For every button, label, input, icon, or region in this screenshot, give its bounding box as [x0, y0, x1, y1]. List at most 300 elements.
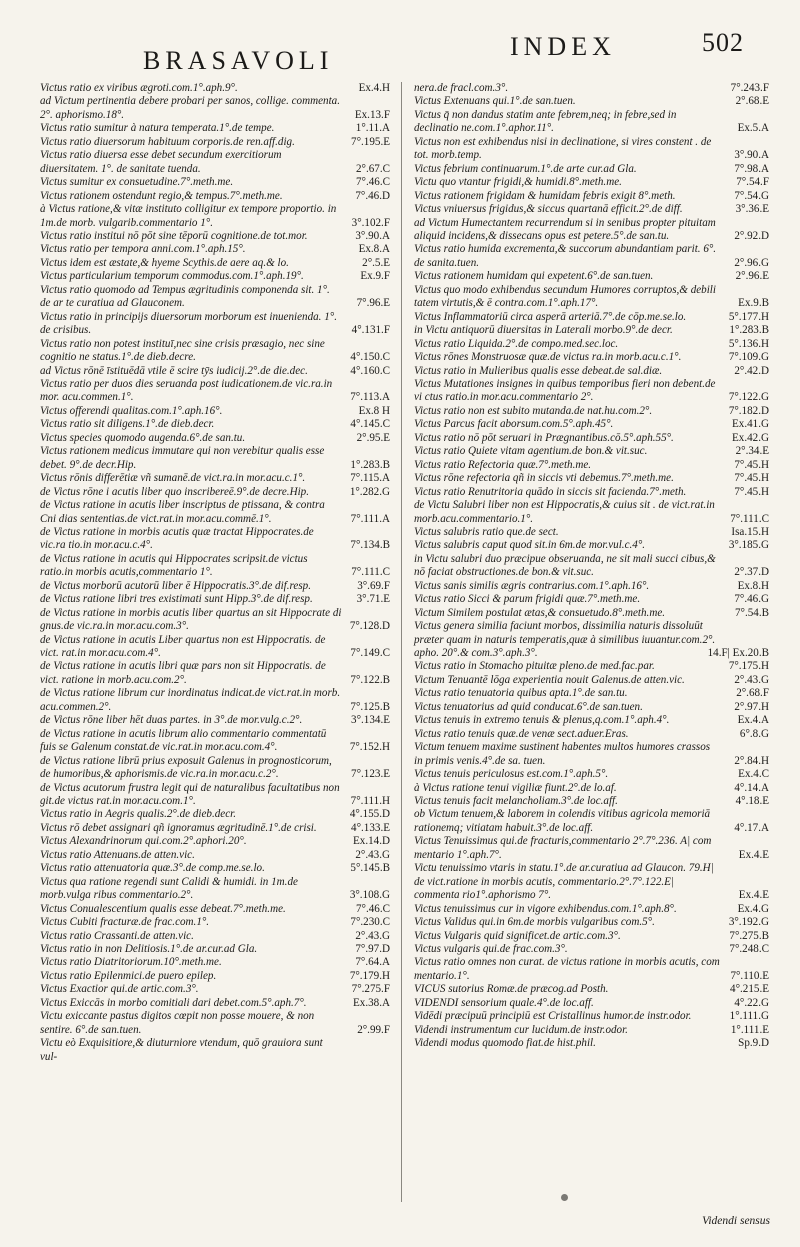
entry-text: de Victus ratione in acutis Liber quartus non est Hippocratis. de vict. rat.in mor.acu.com.4°. — [40, 633, 326, 660]
entry-reference: Ex.41.G — [732, 418, 769, 431]
entry-text: Victus rōnes Monstruosæ quæ.de victus ra.in morb.acu.c.1°. — [414, 351, 682, 364]
index-entry — [40, 190, 390, 203]
entry-text: Victum tenuem maxime sustinent habentes multos humores crassos in primis venis.4°.de sa. tuen. — [414, 741, 711, 767]
entry-text: de Victus acutorum frustra legit qui de naturalibus facultatibus non git.de victus rat.in mor.acu.com.1°. — [40, 781, 340, 808]
entry-reference: 3°.71.E — [356, 593, 390, 606]
entry-reference: 4°.150.C — [350, 351, 390, 364]
page-header — [0, 0, 800, 75]
index-entry — [414, 432, 769, 445]
index-entry — [414, 1024, 769, 1037]
entry-reference: 5°.136.H — [728, 337, 769, 350]
index-entry — [40, 203, 390, 230]
entry-reference: 7°.54.F — [736, 176, 769, 189]
entry-text: ad Victum pertinentia debere probari per sanos, collige. commenta. 2°. aphorismo.18°. — [40, 95, 340, 121]
entry-text: Victus Parcus facit aborsum.com.5°.aph.45°. — [414, 418, 614, 431]
index-entry — [414, 768, 769, 781]
index-entry — [414, 378, 769, 405]
entry-text: Victus Tenuissimus qui.de fracturis,commentario 2°.7°.236. A| com mentario 1°.aph.7°. — [414, 835, 712, 861]
entry-reference: Ex.8 H — [358, 404, 390, 417]
entry-reference: 7°.275.B — [729, 929, 769, 942]
index-entry — [414, 338, 769, 351]
entry-text: Victus ratio Diatritoriorum.10°.meth.me. — [40, 956, 222, 969]
entry-text: Victus ratio in non Delitiosis.1°.de ar.cur.ad Gla. — [40, 943, 258, 955]
entry-text: Victus tenuis facit melancholiam.3°.de loc.aff. — [414, 795, 618, 808]
entry-reference: Ex.4.H — [358, 82, 390, 94]
entry-reference: Ex.5.A — [737, 122, 769, 135]
entry-text: Victus rō debet assignari qñ ignoramus ægritudinē.1°.de crisi. — [40, 821, 317, 834]
index-entry — [40, 472, 390, 485]
entry-text: Videndi instrumentum cur lucidum.de instr.odor. — [414, 1023, 628, 1036]
entry-reference: 2°.84.H — [734, 754, 769, 767]
entry-text: Victus ratio non potest instituī,nec sine crisis præsagio, nec sine cognitio ne status.1°.de dieb.decre. — [40, 337, 325, 364]
entry-reference: 5°.177.H — [728, 310, 769, 323]
index-column-right — [414, 82, 769, 1051]
index-entry — [40, 943, 390, 956]
entry-reference: 3°.90.A — [355, 229, 390, 242]
entry-reference: 7°.128.D — [349, 620, 390, 633]
entry-text: Victus ratio Crassanti.de atten.vic. — [40, 929, 194, 942]
index-entry — [40, 365, 390, 378]
entry-reference: 7°.123.E — [351, 768, 390, 781]
entry-text: Victus idem est æstate,& hyeme Scythis.de aere aq.& lo. — [40, 256, 289, 269]
index-entry — [40, 755, 390, 782]
index-entry — [414, 405, 769, 418]
entry-text: de Victu Salubri liber non est Hippocratis,& cuius sit . de vict.rat.in morb.acu.commentario.1°. — [414, 499, 715, 525]
index-entry — [40, 607, 390, 634]
index-entry — [40, 95, 390, 122]
entry-text: Victus offerendi qualitas.com.1°.aph.16°. — [40, 404, 223, 417]
entry-reference: 4°.215.E — [730, 983, 769, 996]
entry-text: Victus ratio humida excrementa,& succorum abundantiam parit. 6°. de sanita.tuen. — [414, 243, 717, 269]
entry-text: Victus ratio tenuatoria quibus apta.1°.de san.tu. — [414, 687, 628, 700]
index-entry — [414, 365, 769, 378]
entry-reference: 7°.46.G — [734, 593, 769, 606]
entry-reference: 7°.182.D — [728, 404, 769, 417]
index-entry — [40, 808, 390, 821]
running-title-left: BRASAVOLI — [143, 46, 334, 75]
entry-text: Victus ratio Sicci & parum frigidi quæ.7°.meth.me. — [414, 593, 641, 606]
index-entry — [414, 526, 769, 539]
entry-text: Victus non est exhibendus nisi in declinatione, si vires constent . de tot. morb.temp. — [414, 135, 712, 162]
index-entry — [40, 432, 390, 445]
entry-text: in Victu salubri duo præcipue obseruanda, ne sit mali succi cibus,& nō faciat obstructiones.de bon.& vit.suc. — [414, 552, 716, 579]
entry-reference: Ex.8.H — [737, 579, 769, 592]
entry-reference: Ex.9.F — [360, 270, 390, 283]
index-entry — [414, 270, 769, 283]
index-entry — [414, 217, 769, 244]
entry-text: Victus ratio Refectoria quæ.7°.meth.me. — [414, 458, 592, 471]
index-entry — [40, 338, 390, 365]
entry-reference: 1°.282.G — [349, 485, 390, 498]
index-entry — [40, 499, 390, 526]
catchword: Videndi sensus — [702, 1215, 770, 1227]
entry-text: Victus ratio ex viribus ægroti.com.1°.aph.9°. — [40, 82, 238, 94]
entry-text: ad Victus rōnē īstituēdā vtile ē scire tȳs iudicij.2°.de die.dec. — [40, 364, 308, 377]
entry-text: à Victus ratione tenui vigiliæ fiunt.2°.de lo.af. — [414, 781, 617, 794]
index-entry — [40, 526, 390, 553]
index-entry — [414, 95, 769, 108]
entry-reference: 7°.248.C — [729, 943, 769, 955]
entry-reference: Ex.4.C — [738, 768, 769, 781]
entry-reference: Ex.42.G — [732, 431, 769, 444]
entry-reference: 14.F| Ex.20.B — [707, 647, 769, 660]
entry-text: Victus species quomodo augenda.6°.de san.tu. — [40, 431, 246, 444]
entry-reference: 1°.11.A — [355, 122, 390, 135]
index-entry — [414, 553, 769, 580]
index-entry — [414, 782, 769, 795]
entry-text: Victus ratio Epilептici.de puero epilep. — [40, 969, 217, 982]
entry-reference: 3°.185.G — [728, 539, 769, 552]
entry-reference: 1°.283.B — [729, 324, 769, 337]
index-entry — [414, 82, 769, 95]
entry-text: Victus rōne refectoria qñ in siccis vti debemus.7°.meth.me. — [414, 472, 674, 485]
entry-reference: Ex.13.F — [354, 108, 390, 121]
entry-text: Victus tenuatorius ad quid conducat.6°.de san.tuen. — [414, 700, 643, 713]
running-title-right: INDEX — [510, 32, 616, 61]
entry-reference: 4°.160.C — [350, 364, 390, 377]
index-entry — [40, 230, 390, 243]
index-entry — [414, 499, 769, 526]
index-entry — [414, 728, 769, 741]
entry-reference: Ex.4.E — [738, 848, 769, 861]
index-entry — [414, 795, 769, 808]
entry-text: Victus rationem medicus immutare qui non verebitur qualis esse debet. 9°.de decr.Hip. — [40, 445, 325, 471]
index-entry — [40, 849, 390, 862]
entry-reference: 3°.102.F — [351, 216, 390, 229]
entry-reference: Ex.14.D — [353, 835, 390, 848]
entry-reference: 6°.8.G — [739, 727, 769, 740]
index-entry — [414, 983, 769, 996]
entry-reference: 7°.230.C — [350, 916, 390, 929]
index-entry — [40, 445, 390, 472]
index-entry — [414, 190, 769, 203]
entry-reference: 2°.34.E — [735, 445, 769, 458]
entry-reference: 7°.134.B — [350, 539, 390, 552]
index-entry — [414, 109, 769, 136]
entry-reference: Isa.15.H — [731, 525, 769, 538]
index-entry — [40, 916, 390, 929]
entry-text: Victus tenuissimus cur in vigore exhibendus.com.1°.aph.8°. — [414, 902, 677, 915]
entry-text: VIDENDI sensorium quale.4°.de loc.aff. — [414, 996, 594, 1009]
entry-text: Victus ratio nō pōt seruari in Prægnantibus.cō.5°.aph.55°. — [414, 431, 674, 444]
entry-reference: 3°.69.F — [357, 579, 390, 592]
entry-reference: 2°.43.G — [355, 848, 390, 861]
entry-text: Victus ratio Attenuans.de atten.vic. — [40, 848, 195, 861]
index-entry — [414, 701, 769, 714]
entry-text: Victus sanis similis ægris contrarius.com.1°.aph.16°. — [414, 579, 650, 592]
entry-text: de Victus ratione in acutis libri quæ pars non sit Hippocratis. de vict. ratione in morb.acu.com.2°. — [40, 660, 326, 686]
entry-text: Victus ratio sumitur à natura temperata.1°.de tempe. — [40, 122, 275, 135]
entry-text: de Victus ratione in acutis qui Hippocrates scripsit.de victus ratio.in morbis acutis,commentario 1°. — [40, 552, 308, 579]
entry-reference: 2°.96.E — [735, 270, 769, 283]
entry-reference: 7°.46.D — [355, 189, 390, 202]
entry-text: Victus rōnis differētiæ vñ sumanē.de vict.ra.in mor.acu.c.1°. — [40, 472, 306, 485]
entry-reference: 4°.17.A — [734, 821, 769, 834]
entry-reference: Ex.4.A — [737, 714, 769, 727]
entry-text: Victus ratio per tempora anni.com.1°.aph.15°. — [40, 243, 246, 256]
entry-text: Victus Alexandrinorum qui.com.2°.aphori.20°. — [40, 835, 247, 848]
entry-reference: 7°.195.E — [351, 135, 390, 148]
entry-text: de Victus ratione librum cur inordinatus indicat.de vict.rat.in morb. acu.commen.2°. — [40, 687, 341, 713]
index-entry — [414, 284, 769, 311]
entry-reference: 7°.149.C — [350, 647, 390, 660]
index-column-left — [40, 82, 390, 1064]
entry-text: Victu exiccante pastus digitos cœpit non posse mouere, & non sentire. 6°.de san.tuen. — [40, 1010, 315, 1036]
index-entry — [40, 176, 390, 189]
entry-reference: 7°.113.A — [350, 391, 390, 404]
entry-text: Victus vulgaris qui.de frac.com.3°. — [414, 943, 568, 955]
index-entry — [40, 149, 390, 176]
index-entry — [40, 122, 390, 135]
index-entry — [414, 903, 769, 916]
entry-reference: 2°.43.G — [734, 673, 769, 686]
index-entry — [40, 687, 390, 714]
entry-text: de Victus rōne i acutis liber quo inscribereē.9°.de decre.Hip. — [40, 485, 309, 498]
entry-text: in Victu antiquorū diuersitas in Laterali morbo.9°.de decr. — [414, 324, 673, 337]
entry-reference: 4°.18.E — [735, 795, 769, 808]
index-entry — [40, 243, 390, 256]
index-entry — [40, 835, 390, 848]
page-number: 502 — [702, 28, 744, 57]
entry-text: Victus Extenuans qui.1°.de san.tuen. — [414, 95, 576, 108]
entry-reference: 3°.192.G — [728, 916, 769, 929]
entry-reference: 7°.97.D — [355, 943, 390, 955]
entry-text: de Victus ratione in morbis acutis quæ tractat Hippocrates.de vic.ra tio.in mor.acu.c.4°. — [40, 525, 314, 552]
entry-reference: 2°.67.C — [355, 162, 390, 175]
index-entry — [40, 284, 390, 311]
index-entry — [414, 163, 769, 176]
index-entry — [40, 405, 390, 418]
entry-reference: 3°.90.A — [734, 149, 769, 162]
entry-reference: Ex.8.A — [358, 243, 390, 256]
entry-text: VICUS sutorius Romæ.de præcog.ad Posth. — [414, 983, 609, 996]
index-entry — [40, 714, 390, 727]
index-entry — [40, 270, 390, 283]
index-entry — [40, 956, 390, 969]
entry-reference: 4°.14.A — [734, 781, 769, 794]
entry-reference: 2°.43.G — [355, 929, 390, 942]
index-entry — [40, 311, 390, 338]
entry-reference: 4°.22.G — [734, 996, 769, 1009]
index-entry — [414, 956, 769, 983]
index-entry — [40, 660, 390, 687]
entry-text: Victus qua ratione regendi sunt Calidi & humidi. in 1m.de morb.vulga ribus commentario.2°. — [40, 875, 298, 902]
entry-reference: 7°.64.A — [355, 956, 390, 969]
index-entry — [414, 243, 769, 270]
entry-reference: 2°.68.E — [735, 95, 769, 108]
entry-reference: 7°.46.C — [355, 176, 390, 189]
index-entry — [414, 593, 769, 606]
entry-reference: 3°.108.G — [349, 889, 390, 902]
entry-text: nera.de fracl.com.3°. — [414, 82, 509, 94]
index-entry — [40, 486, 390, 499]
index-entry — [40, 136, 390, 149]
entry-reference: Ex.9.B — [738, 297, 769, 310]
index-entry — [414, 1010, 769, 1023]
index-entry — [414, 607, 769, 620]
entry-text: à Victus ratione,& vitæ instituto colligitur ex tempore proportio. in 1m.de morb. vulgarib.commentario 1°. — [40, 203, 337, 229]
entry-reference: 2°.5.E — [362, 256, 390, 269]
entry-text: Victus rationem ostendunt regio,& tempus.7°.meth.me. — [40, 189, 283, 202]
index-entry — [414, 943, 769, 956]
entry-text: Victus ratio in principijs diuersorum morborum est inuenienda. 1°. de crisibus. — [40, 310, 337, 337]
entry-text: Victus ratio per duos dies seruanda post iudicationem.de vic.ra.in mor. acu.commen.1°. — [40, 377, 333, 404]
entry-text: Victus Validus qui.in 6m.de morbis vulgaribus com.5°. — [414, 916, 655, 929]
entry-reference: 7°.96.E — [356, 297, 390, 310]
entry-text: Victus Exactior qui.de artic.com.3°. — [40, 983, 199, 996]
entry-text: Victus rationem frigidam & humidam febris exigit 8°.meth. — [414, 189, 676, 202]
index-entry — [414, 486, 769, 499]
entry-text: Victus ratio diuersorum habituum corporis.de ren.aff.dig. — [40, 135, 295, 148]
column-divider — [401, 82, 402, 1202]
entry-text: Victus ratio sit diligens.1°.de dieb.decr. — [40, 418, 215, 431]
entry-reference: 2°.42.D — [734, 364, 769, 377]
entry-reference: 7°.109.G — [728, 351, 769, 364]
entry-reference: 4°.155.D — [349, 808, 390, 821]
index-entry — [414, 835, 769, 862]
entry-text: Victus particularium temporum commodus.com.1°.aph.19°. — [40, 270, 304, 283]
entry-reference: 7°.275.F — [351, 983, 390, 996]
entry-reference: 7°.125.B — [350, 700, 390, 713]
entry-text: de Victus ratione in morbis acutis liber quartus an sit Hippocrate di gnus.de vic.ra.in mor.acu.com.3°. — [40, 606, 342, 633]
index-entry — [40, 1010, 390, 1037]
index-entry — [40, 82, 390, 95]
entry-reference: 7°.152.H — [349, 741, 390, 754]
entry-reference: 1°.283.B — [350, 458, 390, 471]
index-entry — [40, 634, 390, 661]
index-entry — [40, 983, 390, 996]
index-entry — [40, 903, 390, 916]
index-entry — [40, 930, 390, 943]
entry-text: Victus ratio tenuis quæ.de venæ sect.aduer.Eras. — [414, 727, 629, 740]
index-entry — [414, 687, 769, 700]
index-entry — [40, 970, 390, 983]
index-entry — [414, 660, 769, 673]
index-entry — [414, 997, 769, 1010]
entry-reference: 7°.243.F — [730, 82, 769, 94]
index-entry — [40, 997, 390, 1010]
index-entry — [414, 459, 769, 472]
entry-reference: 7°.46.C — [355, 902, 390, 915]
index-entry — [40, 1037, 390, 1064]
entry-text: Victus tenuis in extremo tenuis & plenus,q.com.1°.aph.4°. — [414, 714, 670, 727]
index-entry — [414, 203, 769, 216]
entry-reference: 7°.54.B — [734, 606, 769, 619]
entry-text: ad Victum Humectantem recurrendum si in senibus propter pituitam aliquid incidens,& dissecans opus est petere.5°.de san.tu. — [414, 216, 716, 242]
entry-reference: 2°.37.D — [734, 566, 769, 579]
entry-reference: 7°.122.B — [350, 673, 390, 686]
entry-reference: 3°.134.E — [351, 714, 390, 727]
entry-text: Victus ratio institui nō pōt sine tēporū cognitione.de tot.mor. — [40, 229, 308, 242]
entry-text: Victus ratio quomodo ad Tempus ægritudinis componenda sit. 1°. de ar te curatiua ad Glauconem. — [40, 283, 330, 310]
entry-text: Victus ratio non est subito mutanda.de nat.hu.com.2°. — [414, 404, 653, 417]
entry-text: Victus salubris ratio que.de sect. — [414, 525, 559, 538]
entry-reference: 7°.175.H — [728, 660, 769, 673]
entry-reference: Ex.4.E — [738, 889, 769, 902]
entry-text: Videndi modus quomodo fiat.de hist.phil. — [414, 1037, 596, 1050]
index-entry — [414, 674, 769, 687]
index-entry — [414, 311, 769, 324]
entry-text: Victus rationem humidam qui expetent.6°.de san.tuen. — [414, 270, 654, 283]
index-entry — [40, 728, 390, 755]
index-entry — [40, 553, 390, 580]
entry-text: Victus ratio attenuatoria quæ.3°.de comp.me.se.lo. — [40, 862, 265, 875]
entry-text: Victu tenuissimo vtaris in statu.1°.de ar.curatiua ad Glaucon. 79.H| de vict.ratione in morbis acutis, commentario.2°.7°.122.E| commenta rio1°.aphorismo 7°. — [414, 862, 714, 902]
index-entry — [414, 620, 769, 660]
entry-reference: Ex.38.A — [353, 996, 390, 1009]
entry-text: Victus febrium continuarum.1°.de arte cur.ad Gla. — [414, 162, 637, 175]
index-entry — [414, 351, 769, 364]
entry-reference: 7°.54.G — [734, 189, 769, 202]
entry-reference: 7°.98.A — [734, 162, 769, 175]
entry-text: Victus salubris caput quod sit.in 6m.de mor.vul.c.4°. — [414, 539, 646, 552]
index-entry — [414, 445, 769, 458]
entry-text: Victus Cubiti fracturæ.de frac.com.1°. — [40, 916, 210, 929]
entry-text: Victus ratio omnes non curat. de victus ratione in morbis acutis, com mentario.1°. — [414, 956, 720, 982]
entry-text: Victus vniuersus frigidus,& siccus quartanā efficit.2°.de diff. — [414, 203, 683, 216]
index-entry — [40, 418, 390, 431]
entry-text: de Victus ratione libri tres existimati sunt Hipp.3°.de dif.resp. — [40, 593, 313, 606]
index-entry — [414, 714, 769, 727]
entry-reference: 7°.45.H — [734, 458, 769, 471]
signature-mark — [561, 1194, 568, 1201]
entry-text: Victus quo modo exhibendus secundum Humores corruptos,& debili tatem virtutis,& ē contra.com.1°.aph.17°. — [414, 283, 716, 310]
entry-reference: 7°.115.A — [350, 472, 390, 485]
index-entry — [40, 593, 390, 606]
entry-text: de Victus rōne liber hēt duas partes. in 3°.de mor.vulg.c.2°. — [40, 714, 303, 727]
entry-text: Victus Inflammatoriū circa asperā arteriā.7°.de cōp.me.se.lo. — [414, 310, 687, 323]
entry-reference: 2°.92.D — [734, 229, 769, 242]
entry-reference: 7°.111.H — [350, 795, 390, 808]
index-entry — [414, 930, 769, 943]
entry-text: Victus genera similia faciunt morbos, dissimilia naturis dissoluūt præter quam in naturis temperatis,quæ à similibus iuuantur.com.2°. apho. 20°.& com.3°.aph.3°. — [414, 620, 716, 660]
entry-reference: Ex.4.G — [737, 902, 769, 915]
entry-text: Victus ratio in Aegris qualis.2°.de dieb.decr. — [40, 808, 236, 821]
index-entry — [40, 580, 390, 593]
entry-text: de Victus ratione in acutis librum alio commentario commentatū fuis se Galenum constat.de vic.rat.in mor.acu.com.4°. — [40, 727, 327, 754]
entry-reference: 2°.95.E — [356, 431, 390, 444]
entry-reference: 4°.145.C — [350, 418, 390, 431]
entry-text: Victus Conualescentium qualis esse debeat.7°.meth.me. — [40, 902, 286, 915]
index-entry — [414, 916, 769, 929]
entry-reference: 3°.36.E — [735, 203, 769, 216]
index-entry — [414, 324, 769, 337]
entry-reference: 2°.97.H — [734, 700, 769, 713]
entry-reference: 1°.111.E — [730, 1023, 769, 1036]
entry-text: Victus Vulgaris quid significet.de artic.com.3°. — [414, 929, 621, 942]
entry-text: Victus Exiccās in morbo comitiali dari debet.com.5°.aph.7°. — [40, 996, 307, 1009]
entry-reference: 4°.131.F — [351, 324, 390, 337]
entry-text: de Victus ratione librū prius exposuit Galenus in prognosticorum, de humoribus,& aphorismis.de vic.ra.in mor.acu.c.2°. — [40, 754, 332, 781]
entry-reference: 5°.145.B — [350, 862, 390, 875]
index-entry — [40, 822, 390, 835]
entry-reference: 7°.179.H — [349, 969, 390, 982]
index-entry — [414, 862, 769, 902]
index-entry — [40, 257, 390, 270]
entry-text: Victus ratio in Stomacho pituitæ pleno.de med.fac.par. — [414, 660, 655, 673]
index-entry — [414, 176, 769, 189]
entry-reference: 7°.111.C — [730, 512, 769, 525]
entry-reference: Sp.9.D — [738, 1037, 769, 1050]
entry-reference: 7°.111.A — [350, 512, 390, 525]
entry-text: Victus tenuis periculosus est.com.1°.aph.5°. — [414, 768, 609, 781]
index-entry — [40, 782, 390, 809]
entry-reference: 2°.99.F — [357, 1023, 390, 1036]
entry-text: Victus ratio Liquida.2°.de compo.med.sec.loc. — [414, 337, 619, 350]
entry-text: Victus Mutationes insignes in quibus temporibus fieri non debent.de vi ctus ratio.in mor.acu.commentario 2°. — [414, 377, 716, 404]
entry-reference: 2°.96.G — [734, 256, 769, 269]
index-entry — [40, 862, 390, 875]
